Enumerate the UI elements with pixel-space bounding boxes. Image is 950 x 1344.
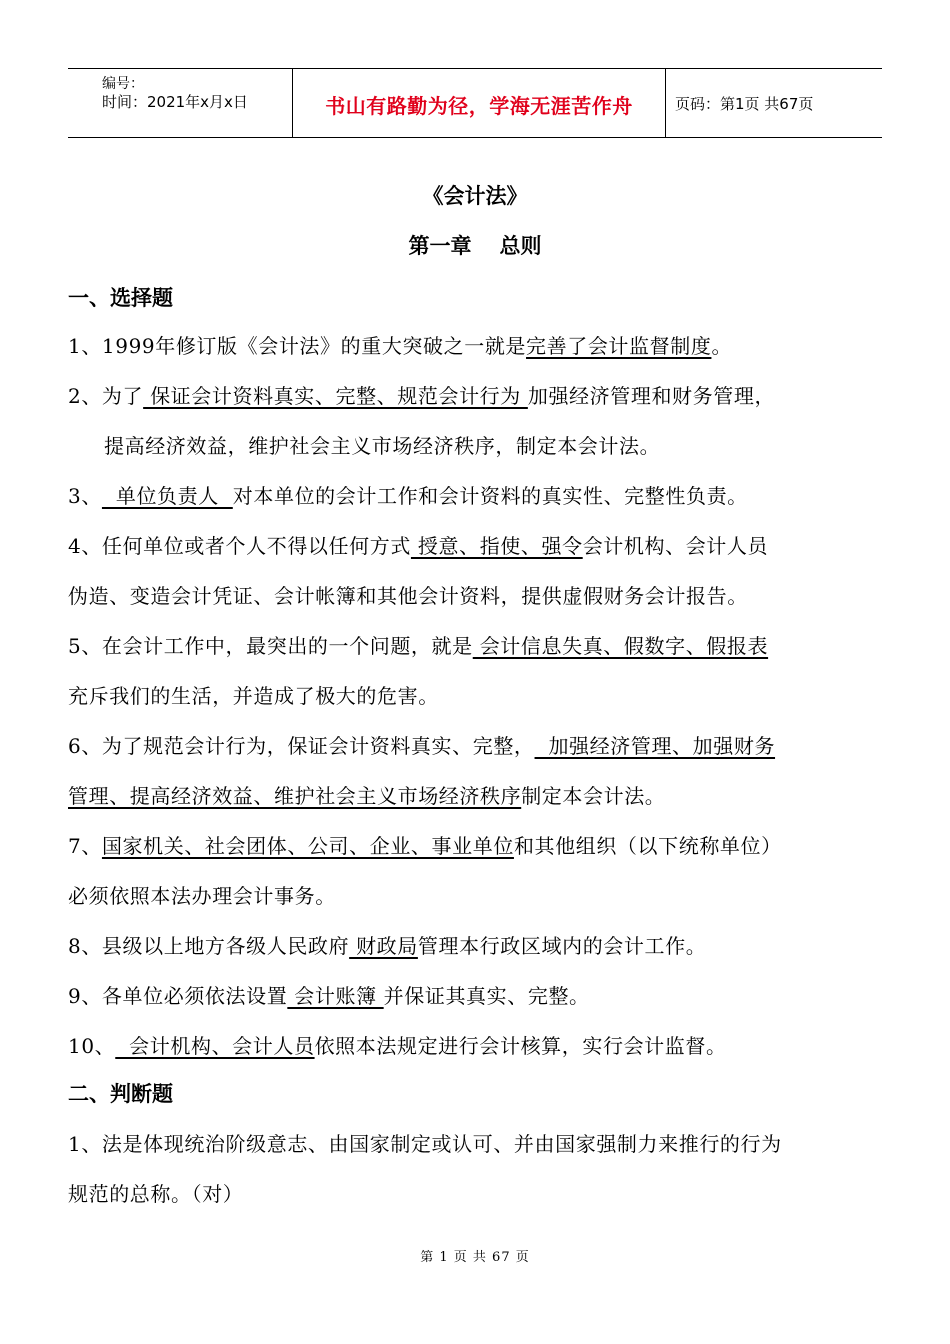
q10-answer: 会计机构、会计人员 xyxy=(115,1034,315,1058)
header-meta-cell xyxy=(68,69,292,137)
q7-text-end: 和其他组织（以下统称单位） xyxy=(513,834,782,858)
q5-answer: 会计信息失真、假数字、假报表 xyxy=(472,634,769,658)
header-motto: 书山有路勤为径，学海无涯苦作舟 xyxy=(325,94,633,118)
chapter-name: 总则 xyxy=(499,234,542,258)
judge-1-cont: 规范的总称。（对） xyxy=(68,1182,244,1206)
q10-text: 10、 xyxy=(68,1034,116,1058)
section-heading-judge: 二、判断题 xyxy=(68,1082,173,1106)
section-heading-choice: 一、选择题 xyxy=(68,286,173,310)
q2-answer: 保证会计资料真实、完整、规范会计行为 xyxy=(143,384,528,408)
q4-answer: 授意、指使、强令 xyxy=(410,534,583,558)
document-title: 《会计法》 xyxy=(422,184,528,208)
question-4-cont: 伪造、变造会计凭证、会计帐簿和其他会计资料，提供虚假财务会计报告。 xyxy=(68,584,748,608)
q9-answer: 会计账簿 xyxy=(287,984,384,1008)
q1-answer: 完善了会计监督制度 xyxy=(526,334,712,358)
q3-text-end: 对本单位的会计工作和会计资料的真实性、完整性负责。 xyxy=(232,484,748,508)
q10-text-end: 依照本法规定进行会计核算，实行会计监督。 xyxy=(314,1034,727,1058)
q6-answer-cont: 管理、提高经济效益、维护社会主义市场经济秩序 xyxy=(68,784,522,808)
page-footer: 第 1 页 共 67 页 xyxy=(420,1250,530,1265)
q6-text: 6、为了规范会计行为，保证会计资料真实、完整， xyxy=(68,734,535,758)
q7-answer: 国家机关、社会团体、公司、企业、事业单位 xyxy=(101,834,514,858)
q2-text-end: 加强经济管理和财务管理， xyxy=(527,384,776,408)
header-motto-cell xyxy=(292,69,666,137)
judge-1: 1、法是体现统治阶级意志、由国家制定或认可、并由国家强制力来推行的行为 xyxy=(68,1132,782,1156)
q7-text: 7、 xyxy=(68,834,102,858)
chapter-title xyxy=(0,230,950,260)
question-5-cont: 充斥我们的生活，并造成了极大的危害。 xyxy=(68,684,439,708)
q3-answer: 单位负责人 xyxy=(101,484,233,508)
question-2-cont: 提高经济效益，维护社会主义市场经济秩序，制定本会计法。 xyxy=(104,434,661,458)
header-page-info: 页码：第1页 共67页 xyxy=(675,95,814,113)
question-7-cont: 必须依照本法办理会计事务。 xyxy=(68,884,336,908)
chapter-number: 第一章 xyxy=(408,234,472,258)
q3-text: 3、 xyxy=(68,484,102,508)
question-5 xyxy=(68,630,904,659)
question-7 xyxy=(68,830,904,859)
question-2 xyxy=(68,380,904,409)
question-3 xyxy=(68,480,904,509)
q4-text-end: 会计机构、会计人员 xyxy=(582,534,769,558)
document-header xyxy=(68,68,882,138)
doc-time-label: 时间：2021年x月x日 xyxy=(102,93,248,111)
q1-text: 1、1999年修订版《会计法》的重大突破之一就是 xyxy=(68,334,527,358)
question-1 xyxy=(68,330,904,359)
question-8 xyxy=(68,930,904,959)
q8-text-end: 管理本行政区域内的会计工作。 xyxy=(417,934,707,958)
q9-text-end: 并保证其真实、完整。 xyxy=(383,984,590,1008)
question-10 xyxy=(68,1030,904,1059)
q4-text: 4、任何单位或者个人不得以任何方式 xyxy=(68,534,411,558)
q6-text-end: 制定本会计法。 xyxy=(521,784,666,808)
question-4 xyxy=(68,530,904,559)
q8-text: 8、县级以上地方各级人民政府 xyxy=(68,934,350,958)
header-page-cell xyxy=(665,69,882,137)
question-6-cont xyxy=(68,780,904,809)
question-9 xyxy=(68,980,904,1009)
q6-answer: 加强经济管理、加强财务 xyxy=(534,734,776,758)
doc-code-label: 编号： xyxy=(102,76,144,92)
q9-text: 9、各单位必须依法设置 xyxy=(68,984,288,1008)
q1-text-end: 。 xyxy=(711,334,733,358)
question-6 xyxy=(68,730,904,759)
q5-text: 5、在会计工作中，最突出的一个问题，就是 xyxy=(68,634,473,658)
q8-answer: 财政局 xyxy=(349,934,418,958)
q2-text: 2、为了 xyxy=(68,384,144,408)
